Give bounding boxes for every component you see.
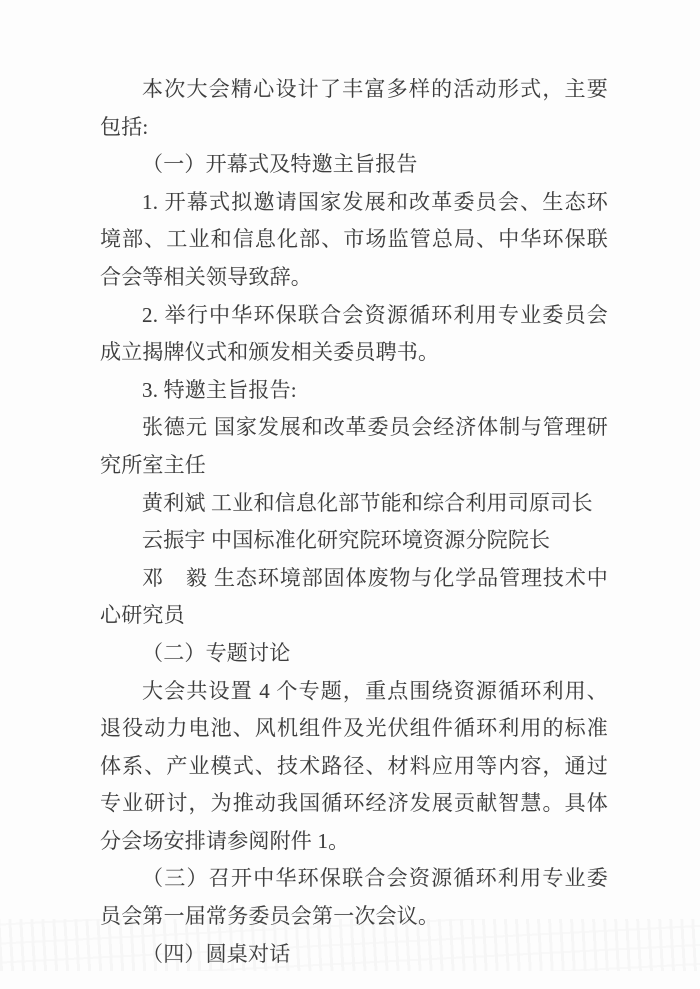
heading-section-4: （四）圆桌对话 — [142, 941, 291, 966]
paragraph-item-1: 1. 开幕式拟邀请国家发展和改革委员会、生态环境部、工业和信息化部、市场监管总局、中华环保联合会等相关领导致辞。 — [100, 189, 608, 289]
heading-section-3: （三）召开中华环保联合会资源循环利用专业委员会第一届常务委员会第一次会议。 — [100, 866, 608, 929]
speaker-line-deng-yi: 邓 毅 生态环境部固体废物与化学品管理技术中心研究员 — [100, 565, 608, 628]
speaker-line-huang-libin: 黄利斌 工业和信息化部节能和综合利用司原司长 — [142, 490, 593, 515]
paragraph-item-2: 2. 举行中华环保联合会资源循环利用专业委员会成立揭牌仪式和颁发相关委员聘书。 — [100, 302, 608, 365]
heading-section-1: （一）开幕式及特邀主旨报告 — [142, 152, 418, 177]
paragraph-item-3: 3. 特邀主旨报告: — [142, 377, 297, 402]
document-body — [100, 71, 608, 973]
speaker-line-zhang-deyuan: 张德元 国家发展和改革委员会经济体制与管理研究所室主任 — [100, 415, 608, 477]
speaker-line-yun-zhenyu: 云振宇 中国标准化研究院环境资源分院院长 — [142, 528, 551, 553]
heading-section-2: （二）专题讨论 — [142, 640, 291, 665]
paragraph-intro: 本次大会精心设计了丰富多样的活动形式，主要包括: — [100, 77, 608, 139]
paragraph-topics: 大会共设置 4 个专题，重点围绕资源循环利用、退役动力电池、风机组件及光伏组件循环利用的标准体系、产业模式、技术路径、材料应用等内容，通过专业研讨，为推动我国循环经济发展贡献智慧。具体分会场安排请参阅附件 1。 — [100, 678, 608, 853]
